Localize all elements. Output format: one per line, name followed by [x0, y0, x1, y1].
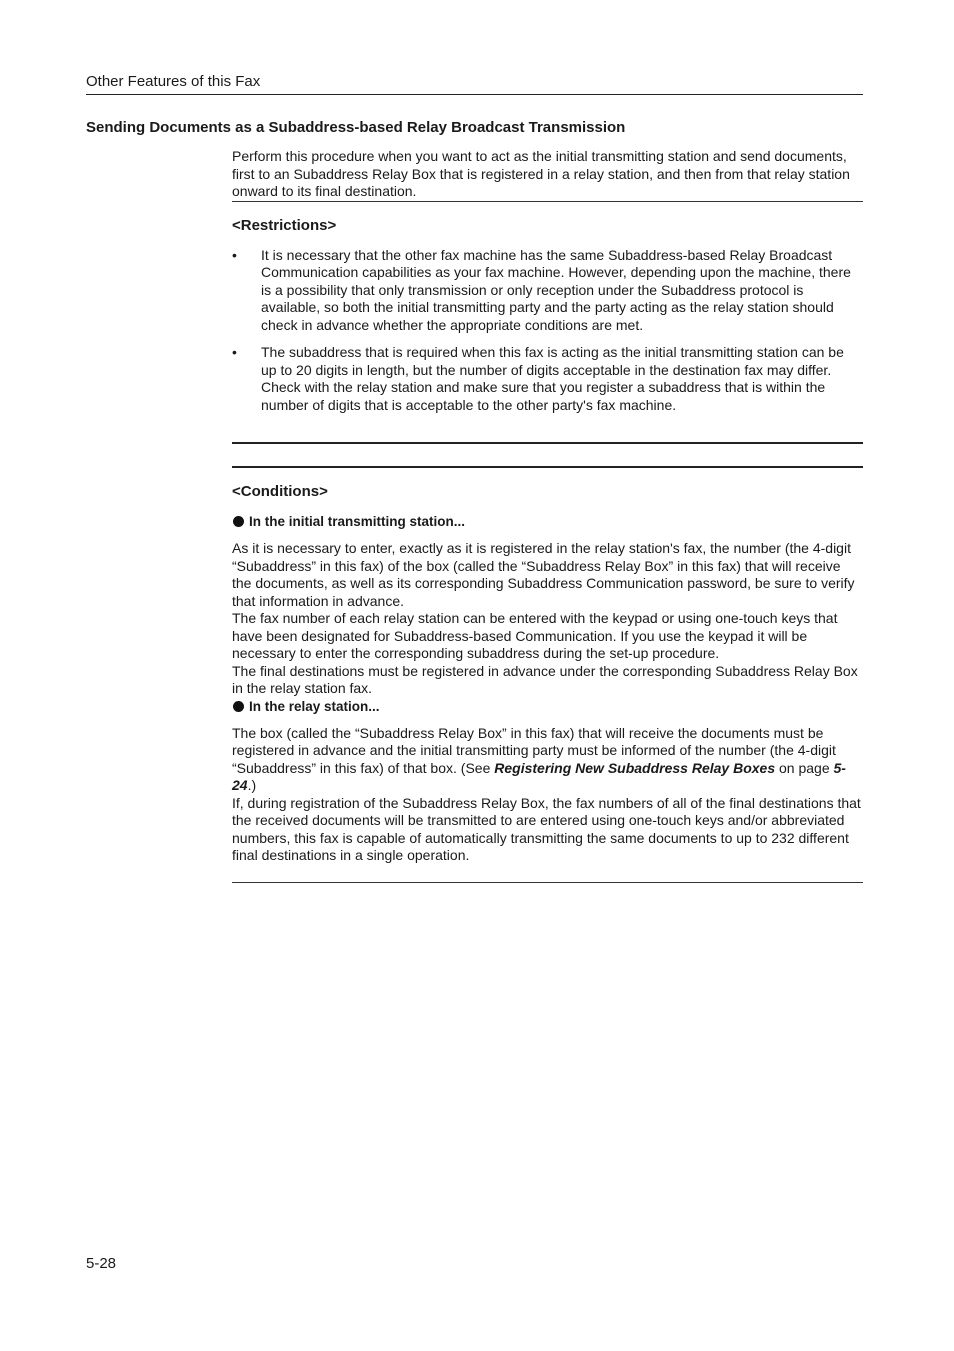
restriction-text: The subaddress that is required when this fax is acting as the initial transmitting station can be up to 20 digits in length, but the number of digits acceptable in the destination fax may differ. Check with the relay station and make sure that you register a subaddress that is within the number of digits that is acceptable to the other party's fax machine. [261, 344, 844, 413]
initial-station-paragraph: The fax number of each relay station can be entered with the keypad or using one-touch keys that have been designated for Subaddress-based Communication. If you use the keypad it will be necessary to enter the corresponding subaddress during the set-up procedure. [232, 610, 838, 661]
restrictions-top-rule [232, 201, 863, 202]
conditions-heading: <Conditions> [232, 483, 328, 500]
initial-station-paragraph: As it is necessary to enter, exactly as it is registered in the relay station's fax, the number (the 4-digit “Subaddress” in this fax) of the box (called the “Subaddress Relay Box” in this fax) that will receive the documents, as well as its corresponding Subaddress Communication password, be sure to verify that information in advance. [232, 540, 855, 609]
relay-text-end: .) [247, 777, 257, 793]
cross-reference-page[interactable]: 5-24 [232, 759, 846, 793]
bullet-icon: • [232, 344, 237, 360]
conditions-top-rule [232, 466, 863, 468]
cross-reference-link[interactable]: Registering New Subaddress Relay Boxes [494, 759, 776, 776]
relay-text-mid: on page [775, 759, 834, 776]
relay-station-heading-text: In the relay station... [249, 698, 380, 714]
restriction-item [232, 247, 863, 335]
relay-station-paragraph: If, during registration of the Subaddress Relay Box, the fax numbers of all of the final destinations that the received documents will be transmitted to are entered using one-touch keys and/or abbreviated numbers, this fax is capable of automatically transmitting the same documents to up to 232 different final destinations in a single operation. [232, 794, 861, 863]
running-header-title: Other Features of this Fax [86, 73, 261, 90]
bullet-icon: • [232, 246, 237, 263]
main-content [232, 148, 863, 883]
conditions-bottom-rule [232, 882, 863, 883]
page-number: 5-28 [86, 1255, 117, 1272]
intro-paragraph: Perform this procedure when you want to act as the initial transmitting station and send documents, first to an Subaddress Relay Box that is registered in a relay station, and then from that relay station onward to its final destination. [232, 148, 850, 199]
initial-station-paragraph: The final destinations must be registered in advance under the corresponding Subaddress Relay Box in the relay station fax. [232, 662, 858, 696]
filled-circle-icon [233, 516, 244, 527]
relay-station-heading [232, 698, 863, 715]
section-title: Sending Documents as a Subaddress-based Relay Broadcast Transmission [86, 119, 626, 136]
relay-station-paragraph [232, 725, 863, 795]
filled-circle-icon [233, 701, 244, 712]
restrictions-heading: <Restrictions> [232, 216, 337, 234]
initial-station-heading [232, 513, 863, 530]
running-header [86, 73, 863, 95]
restriction-item [232, 344, 863, 414]
relay-text-start: The box (called the “Subaddress Relay Box” in this fax) that will receive the documents must be registered in advance and the initial transmitting party must be informed of the number (the 4-digit “Subaddress” in this fax) of that box. (See [232, 724, 836, 776]
restrictions-list [232, 247, 863, 415]
restriction-text: It is necessary that the other fax machine has the same Subaddress-based Relay Broadcast Communication capabilities as your fax machine. However, depending upon the machine, there is a possibility that only transmission or only reception under the Subaddress protocol is available, so both the initial transmitting party and the party acting as the relay station should check in advance whether the appropriate conditions are met. [261, 246, 851, 333]
initial-station-heading-text: In the initial transmitting station... [249, 514, 466, 529]
